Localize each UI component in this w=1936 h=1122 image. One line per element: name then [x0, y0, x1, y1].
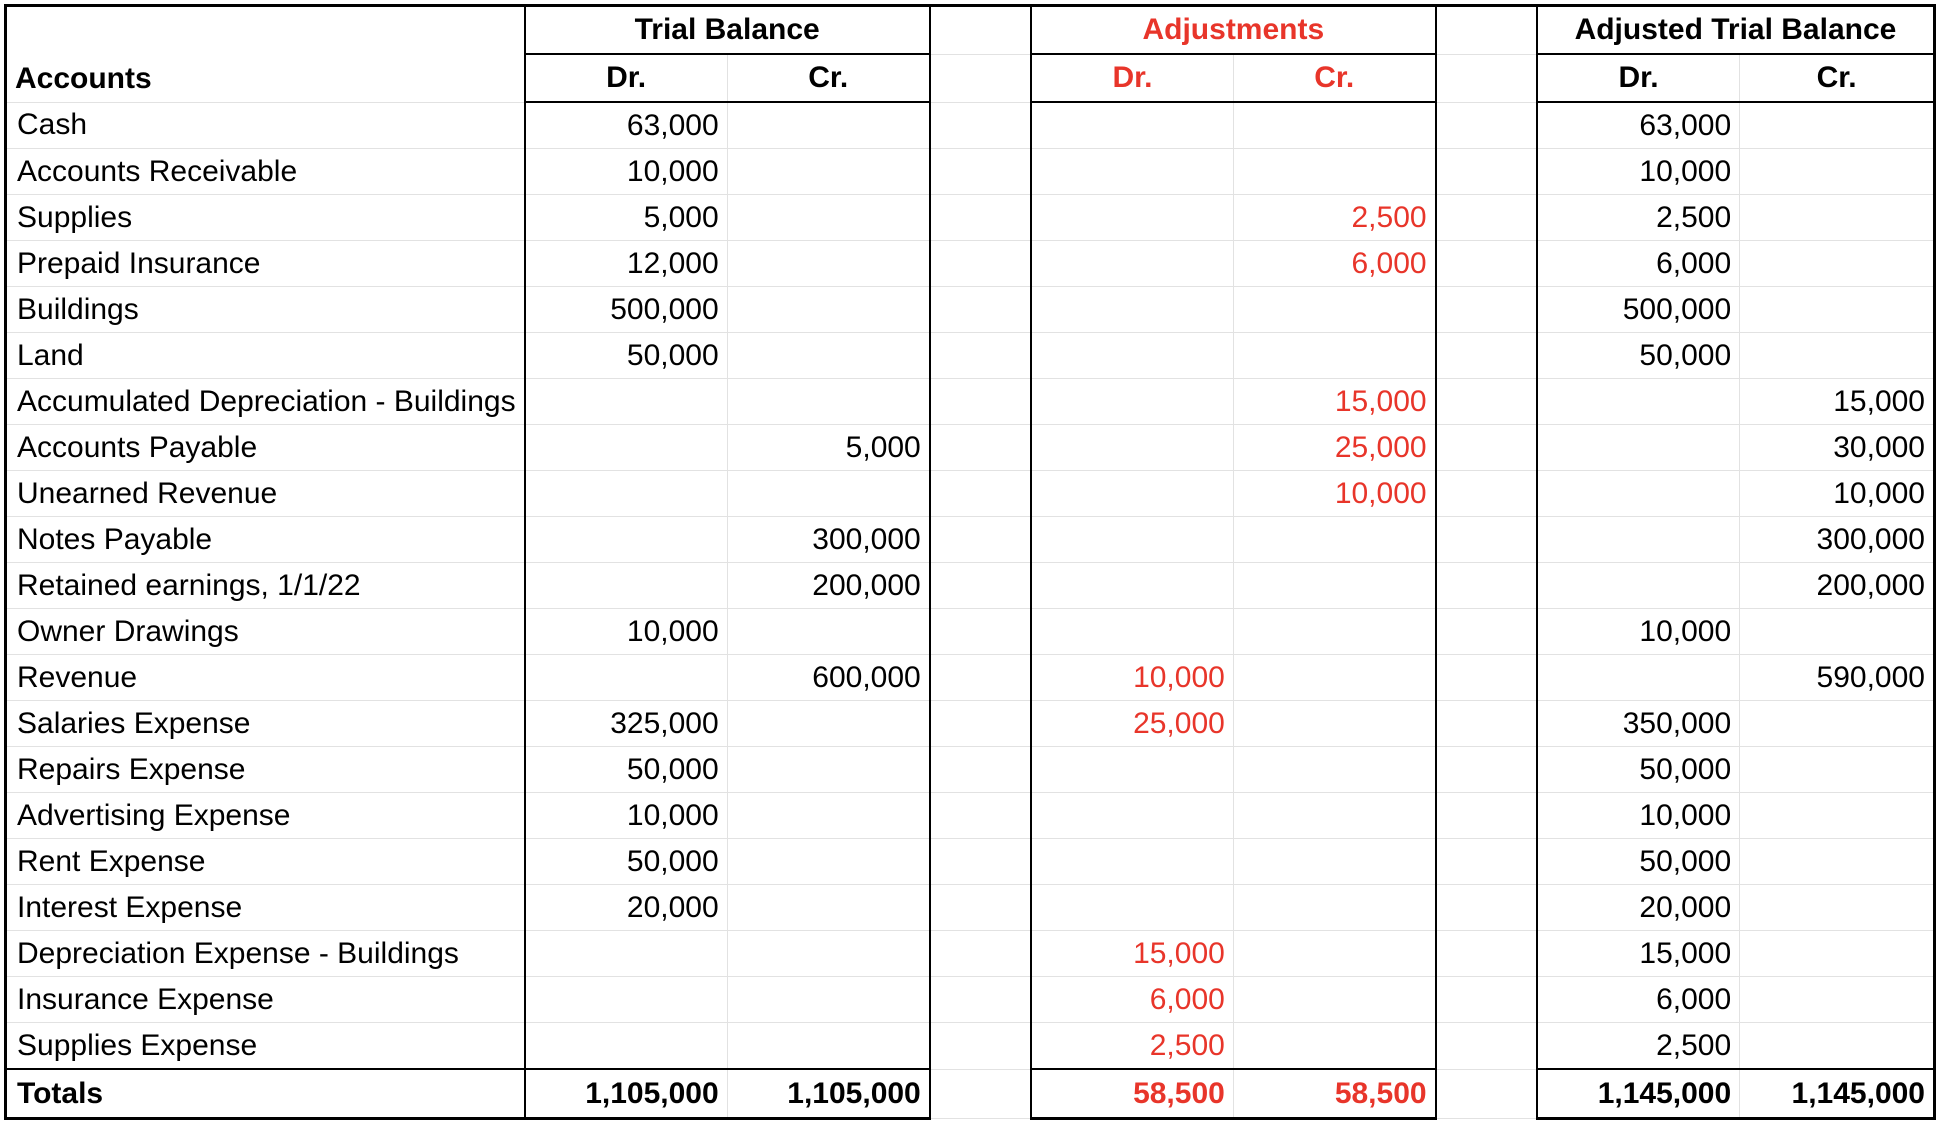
table-row [6, 701, 1935, 747]
tb-cr-cell [727, 333, 930, 379]
spacer-cell [930, 977, 1031, 1023]
spacer-cell [930, 333, 1031, 379]
spacer-cell [930, 517, 1031, 563]
adjustments-header: Adjustments [1031, 6, 1436, 55]
totals-tb-dr: 1,105,000 [525, 1069, 728, 1119]
totals-tb-cr: 1,105,000 [727, 1069, 930, 1119]
table-row [6, 241, 1935, 287]
tb-dr-cell [525, 471, 728, 517]
tb-cr-cell [727, 149, 930, 195]
adj-dr-cell [1031, 379, 1233, 425]
spacer-cell [930, 655, 1031, 701]
spacer-cell [1436, 149, 1537, 195]
tb-cr-cell [727, 931, 930, 977]
spacer-cell [1436, 471, 1537, 517]
spacer-cell [1436, 563, 1537, 609]
adj-dr-cell [1031, 517, 1233, 563]
atb-dr-cell: 500,000 [1537, 287, 1740, 333]
adj-dr-cell [1031, 563, 1233, 609]
atb-cr-cell [1740, 747, 1935, 793]
account-name: Supplies Expense [6, 1023, 525, 1070]
atb-cr-cell [1740, 839, 1935, 885]
adj-cr-cell [1233, 149, 1435, 195]
table-row [6, 563, 1935, 609]
atb-dr-cell: 2,500 [1537, 1023, 1740, 1070]
spacer-cell [930, 54, 1031, 102]
tb-cr-cell [727, 1023, 930, 1070]
spacer-cell [1436, 977, 1537, 1023]
atb-dr-cell [1537, 471, 1740, 517]
table-row [6, 793, 1935, 839]
spacer-cell [1436, 793, 1537, 839]
spacer-cell [930, 1069, 1031, 1119]
tb-dr-cell: 12,000 [525, 241, 728, 287]
adj-dr-cell [1031, 195, 1233, 241]
atb-cr-cell [1740, 609, 1935, 655]
spacer-cell [1436, 839, 1537, 885]
tb-dr-cell: 50,000 [525, 839, 728, 885]
tb-cr-cell [727, 195, 930, 241]
atb-cr-cell: 30,000 [1740, 425, 1935, 471]
atb-cr-cell [1740, 885, 1935, 931]
spacer-cell [1436, 655, 1537, 701]
adj-cr-cell [1233, 839, 1435, 885]
spacer-cell [930, 287, 1031, 333]
tb-dr-cell [525, 1023, 728, 1070]
adj-dr-cell [1031, 333, 1233, 379]
spacer-cell [1436, 931, 1537, 977]
adj-cr-cell [1233, 102, 1435, 149]
adj-dr-cell [1031, 793, 1233, 839]
adj-dr-header: Dr. [1031, 54, 1233, 102]
adj-cr-cell [1233, 563, 1435, 609]
tb-dr-cell: 10,000 [525, 793, 728, 839]
table-row [6, 931, 1935, 977]
spacer-cell [1436, 701, 1537, 747]
adj-cr-cell [1233, 793, 1435, 839]
table-row [6, 517, 1935, 563]
tb-dr-cell [525, 563, 728, 609]
account-name: Cash [6, 102, 525, 149]
tb-dr-cell: 325,000 [525, 701, 728, 747]
tb-dr-cell: 20,000 [525, 885, 728, 931]
spacer-cell [930, 931, 1031, 977]
trial-balance-header: Trial Balance [525, 6, 930, 55]
table-row [6, 379, 1935, 425]
spacer-cell [930, 471, 1031, 517]
atb-dr-cell: 6,000 [1537, 977, 1740, 1023]
account-name: Prepaid Insurance [6, 241, 525, 287]
atb-cr-cell [1740, 931, 1935, 977]
spacer-cell [1436, 609, 1537, 655]
tb-cr-header: Cr. [727, 54, 930, 102]
tb-cr-cell [727, 885, 930, 931]
adj-dr-cell [1031, 839, 1233, 885]
adj-cr-cell [1233, 333, 1435, 379]
atb-dr-cell: 15,000 [1537, 931, 1740, 977]
spacer-cell [1436, 287, 1537, 333]
account-name: Buildings [6, 287, 525, 333]
atb-dr-cell [1537, 379, 1740, 425]
spacer-cell [930, 609, 1031, 655]
atb-dr-cell: 20,000 [1537, 885, 1740, 931]
spacer-cell [930, 425, 1031, 471]
adj-cr-cell [1233, 701, 1435, 747]
spacer-cell [1436, 425, 1537, 471]
account-name: Land [6, 333, 525, 379]
adj-cr-cell: 6,000 [1233, 241, 1435, 287]
spacer-cell [1436, 885, 1537, 931]
account-name: Notes Payable [6, 517, 525, 563]
spacer-cell [930, 102, 1031, 149]
adj-dr-cell: 6,000 [1031, 977, 1233, 1023]
adj-dr-cell [1031, 241, 1233, 287]
atb-dr-cell: 10,000 [1537, 149, 1740, 195]
atb-cr-cell [1740, 701, 1935, 747]
adj-dr-cell [1031, 425, 1233, 471]
tb-dr-cell [525, 379, 728, 425]
adj-dr-cell: 10,000 [1031, 655, 1233, 701]
adj-cr-cell: 25,000 [1233, 425, 1435, 471]
account-name: Owner Drawings [6, 609, 525, 655]
worksheet-table [4, 4, 1936, 1120]
account-name: Revenue [6, 655, 525, 701]
atb-dr-cell: 10,000 [1537, 793, 1740, 839]
table-row [6, 287, 1935, 333]
atb-cr-cell [1740, 195, 1935, 241]
tb-cr-cell [727, 977, 930, 1023]
spacer-cell [1436, 195, 1537, 241]
atb-cr-cell: 15,000 [1740, 379, 1935, 425]
atb-cr-cell [1740, 333, 1935, 379]
atb-cr-cell [1740, 241, 1935, 287]
tb-dr-cell: 500,000 [525, 287, 728, 333]
tb-dr-cell [525, 931, 728, 977]
spacer-cell [930, 793, 1031, 839]
totals-adj-cr: 58,500 [1233, 1069, 1435, 1119]
spacer-cell [930, 1023, 1031, 1070]
adj-dr-cell: 15,000 [1031, 931, 1233, 977]
atb-dr-cell: 6,000 [1537, 241, 1740, 287]
atb-cr-cell [1740, 977, 1935, 1023]
table-row [6, 977, 1935, 1023]
tb-dr-cell [525, 655, 728, 701]
tb-cr-cell: 200,000 [727, 563, 930, 609]
totals-atb-dr: 1,145,000 [1537, 1069, 1740, 1119]
spacer-cell [1436, 6, 1537, 55]
atb-cr-cell: 200,000 [1740, 563, 1935, 609]
atb-cr-cell [1740, 102, 1935, 149]
tb-dr-cell [525, 425, 728, 471]
table-row [6, 333, 1935, 379]
atb-cr-cell: 590,000 [1740, 655, 1935, 701]
table-row [6, 195, 1935, 241]
adj-dr-cell: 25,000 [1031, 701, 1233, 747]
account-name: Rent Expense [6, 839, 525, 885]
spacer-cell [1436, 1069, 1537, 1119]
tb-cr-cell [727, 701, 930, 747]
adj-cr-cell: 10,000 [1233, 471, 1435, 517]
spacer-cell [930, 379, 1031, 425]
atb-cr-cell [1740, 793, 1935, 839]
spacer-cell [1436, 54, 1537, 102]
totals-row [6, 1069, 1935, 1119]
atb-cr-cell [1740, 149, 1935, 195]
account-name: Advertising Expense [6, 793, 525, 839]
tb-cr-cell [727, 379, 930, 425]
atb-dr-cell: 50,000 [1537, 333, 1740, 379]
atb-dr-cell: 2,500 [1537, 195, 1740, 241]
adj-dr-cell [1031, 609, 1233, 655]
tb-cr-cell [727, 102, 930, 149]
spacer-cell [930, 149, 1031, 195]
spacer-cell [930, 6, 1031, 55]
tb-cr-cell [727, 287, 930, 333]
tb-cr-cell [727, 793, 930, 839]
spacer-cell [1436, 517, 1537, 563]
spacer-cell [930, 241, 1031, 287]
account-name: Depreciation Expense - Buildings [6, 931, 525, 977]
spacer-cell [1436, 1023, 1537, 1070]
adj-dr-cell [1031, 471, 1233, 517]
tb-dr-cell: 50,000 [525, 333, 728, 379]
account-name: Accumulated Depreciation - Buildings [6, 379, 525, 425]
tb-dr-header: Dr. [525, 54, 728, 102]
adj-cr-cell [1233, 287, 1435, 333]
totals-atb-cr: 1,145,000 [1740, 1069, 1935, 1119]
table-row [6, 471, 1935, 517]
atb-dr-cell: 63,000 [1537, 102, 1740, 149]
atb-dr-header: Dr. [1537, 54, 1740, 102]
adj-cr-cell: 2,500 [1233, 195, 1435, 241]
spacer-cell [1436, 747, 1537, 793]
table-row [6, 655, 1935, 701]
atb-cr-cell [1740, 287, 1935, 333]
adj-dr-cell: 2,500 [1031, 1023, 1233, 1070]
atb-cr-cell: 10,000 [1740, 471, 1935, 517]
tb-dr-cell: 5,000 [525, 195, 728, 241]
adj-dr-cell [1031, 149, 1233, 195]
atb-dr-cell: 50,000 [1537, 747, 1740, 793]
spacer-cell [1436, 102, 1537, 149]
account-name: Salaries Expense [6, 701, 525, 747]
tb-cr-cell: 600,000 [727, 655, 930, 701]
table-row [6, 102, 1935, 149]
spacer-cell [930, 885, 1031, 931]
table-row [6, 747, 1935, 793]
tb-dr-cell: 10,000 [525, 609, 728, 655]
account-name: Retained earnings, 1/1/22 [6, 563, 525, 609]
tb-cr-cell: 5,000 [727, 425, 930, 471]
adj-cr-cell [1233, 885, 1435, 931]
adjusted-trial-balance-header: Adjusted Trial Balance [1537, 6, 1935, 55]
atb-cr-header: Cr. [1740, 54, 1935, 102]
account-name: Unearned Revenue [6, 471, 525, 517]
atb-dr-cell [1537, 425, 1740, 471]
spacer-cell [1436, 333, 1537, 379]
tb-cr-cell [727, 839, 930, 885]
adj-cr-cell [1233, 1023, 1435, 1070]
account-name: Interest Expense [6, 885, 525, 931]
account-name: Accounts Receivable [6, 149, 525, 195]
atb-cr-cell: 300,000 [1740, 517, 1935, 563]
tb-dr-cell: 50,000 [525, 747, 728, 793]
spacer-cell [930, 747, 1031, 793]
spacer-cell [1436, 379, 1537, 425]
table-row [6, 149, 1935, 195]
spacer-cell [930, 839, 1031, 885]
table-row [6, 885, 1935, 931]
table-row [6, 609, 1935, 655]
adj-dr-cell [1031, 287, 1233, 333]
accounts-header-cell [6, 6, 525, 103]
table-row [6, 839, 1935, 885]
table-row [6, 1023, 1935, 1070]
adj-cr-cell: 15,000 [1233, 379, 1435, 425]
tb-cr-cell [727, 747, 930, 793]
tb-dr-cell [525, 977, 728, 1023]
tb-cr-cell: 300,000 [727, 517, 930, 563]
tb-dr-cell [525, 517, 728, 563]
atb-dr-cell: 350,000 [1537, 701, 1740, 747]
adj-cr-cell [1233, 609, 1435, 655]
spacer-cell [1436, 241, 1537, 287]
atb-dr-cell [1537, 563, 1740, 609]
tb-cr-cell [727, 241, 930, 287]
tb-cr-cell [727, 609, 930, 655]
tb-dr-cell: 10,000 [525, 149, 728, 195]
adj-dr-cell [1031, 747, 1233, 793]
spacer-cell [930, 195, 1031, 241]
spacer-cell [930, 563, 1031, 609]
table-row [6, 425, 1935, 471]
atb-dr-cell: 50,000 [1537, 839, 1740, 885]
adj-dr-cell [1031, 102, 1233, 149]
account-name: Repairs Expense [6, 747, 525, 793]
account-name: Insurance Expense [6, 977, 525, 1023]
accounts-header: Accounts [15, 61, 152, 95]
totals-adj-dr: 58,500 [1031, 1069, 1233, 1119]
adj-cr-cell [1233, 931, 1435, 977]
adj-cr-header: Cr. [1233, 54, 1435, 102]
totals-label: Totals [6, 1069, 525, 1119]
spacer-cell [930, 701, 1031, 747]
header-row-groups [6, 6, 1935, 55]
atb-dr-cell [1537, 655, 1740, 701]
atb-dr-cell [1537, 517, 1740, 563]
account-name: Supplies [6, 195, 525, 241]
adj-cr-cell [1233, 655, 1435, 701]
adj-cr-cell [1233, 747, 1435, 793]
account-name: Accounts Payable [6, 425, 525, 471]
tb-dr-cell: 63,000 [525, 102, 728, 149]
atb-cr-cell [1740, 1023, 1935, 1070]
atb-dr-cell: 10,000 [1537, 609, 1740, 655]
adj-cr-cell [1233, 977, 1435, 1023]
adj-dr-cell [1031, 885, 1233, 931]
adj-cr-cell [1233, 517, 1435, 563]
tb-cr-cell [727, 471, 930, 517]
